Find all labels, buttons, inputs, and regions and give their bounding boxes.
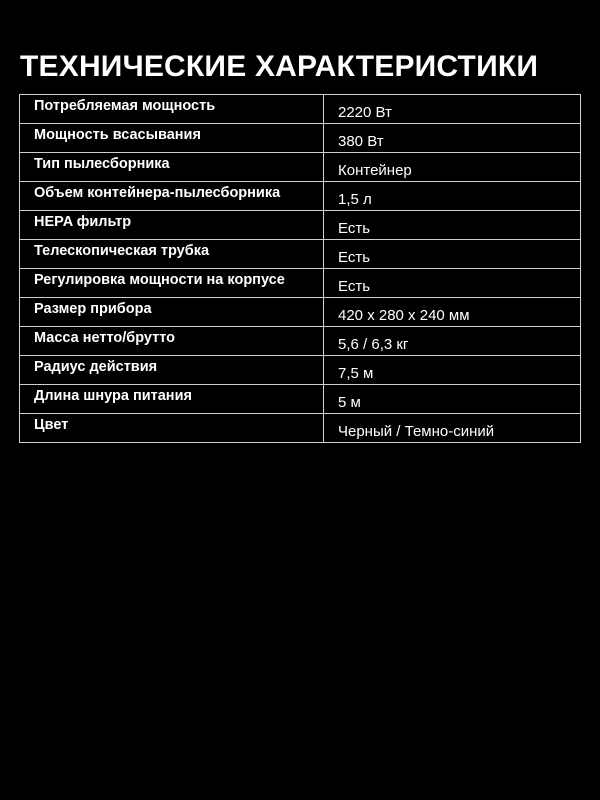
table-row <box>20 211 581 240</box>
table-row <box>20 95 581 124</box>
table-row <box>20 414 581 443</box>
spec-value: Есть <box>324 240 581 269</box>
table-row <box>20 385 581 414</box>
spec-value: 2220 Вт <box>324 95 581 124</box>
spec-table <box>19 94 581 443</box>
table-row <box>20 269 581 298</box>
spec-value: 1,5 л <box>324 182 581 211</box>
spec-label: Регулировка мощности на корпусе <box>20 269 324 298</box>
spec-value: 420 x 280 x 240 мм <box>324 298 581 327</box>
spec-value: 5 м <box>324 385 581 414</box>
spec-label: Мощность всасывания <box>20 124 324 153</box>
spec-value: Есть <box>324 269 581 298</box>
spec-value: Есть <box>324 211 581 240</box>
spec-label: Объем контейнера-пылесборника <box>20 182 324 211</box>
table-row <box>20 153 581 182</box>
spec-value: 5,6 / 6,3 кг <box>324 327 581 356</box>
spec-value: Контейнер <box>324 153 581 182</box>
spec-label: Цвет <box>20 414 324 443</box>
spec-label: Масса нетто/брутто <box>20 327 324 356</box>
spec-value: Черный / Темно-синий <box>324 414 581 443</box>
spec-value: 380 Вт <box>324 124 581 153</box>
spec-label: Потребляемая мощность <box>20 95 324 124</box>
table-row <box>20 182 581 211</box>
spec-label: Радиус действия <box>20 356 324 385</box>
spec-label: Размер прибора <box>20 298 324 327</box>
table-row <box>20 327 581 356</box>
spec-label: HEPA фильтр <box>20 211 324 240</box>
spec-label: Телескопическая трубка <box>20 240 324 269</box>
table-row <box>20 356 581 385</box>
table-row <box>20 298 581 327</box>
table-row <box>20 240 581 269</box>
spec-label: Длина шнура питания <box>20 385 324 414</box>
spec-value: 7,5 м <box>324 356 581 385</box>
page-title: ТЕХНИЧЕСКИЕ ХАРАКТЕРИСТИКИ <box>20 50 539 84</box>
spec-label: Тип пылесборника <box>20 153 324 182</box>
table-row <box>20 124 581 153</box>
